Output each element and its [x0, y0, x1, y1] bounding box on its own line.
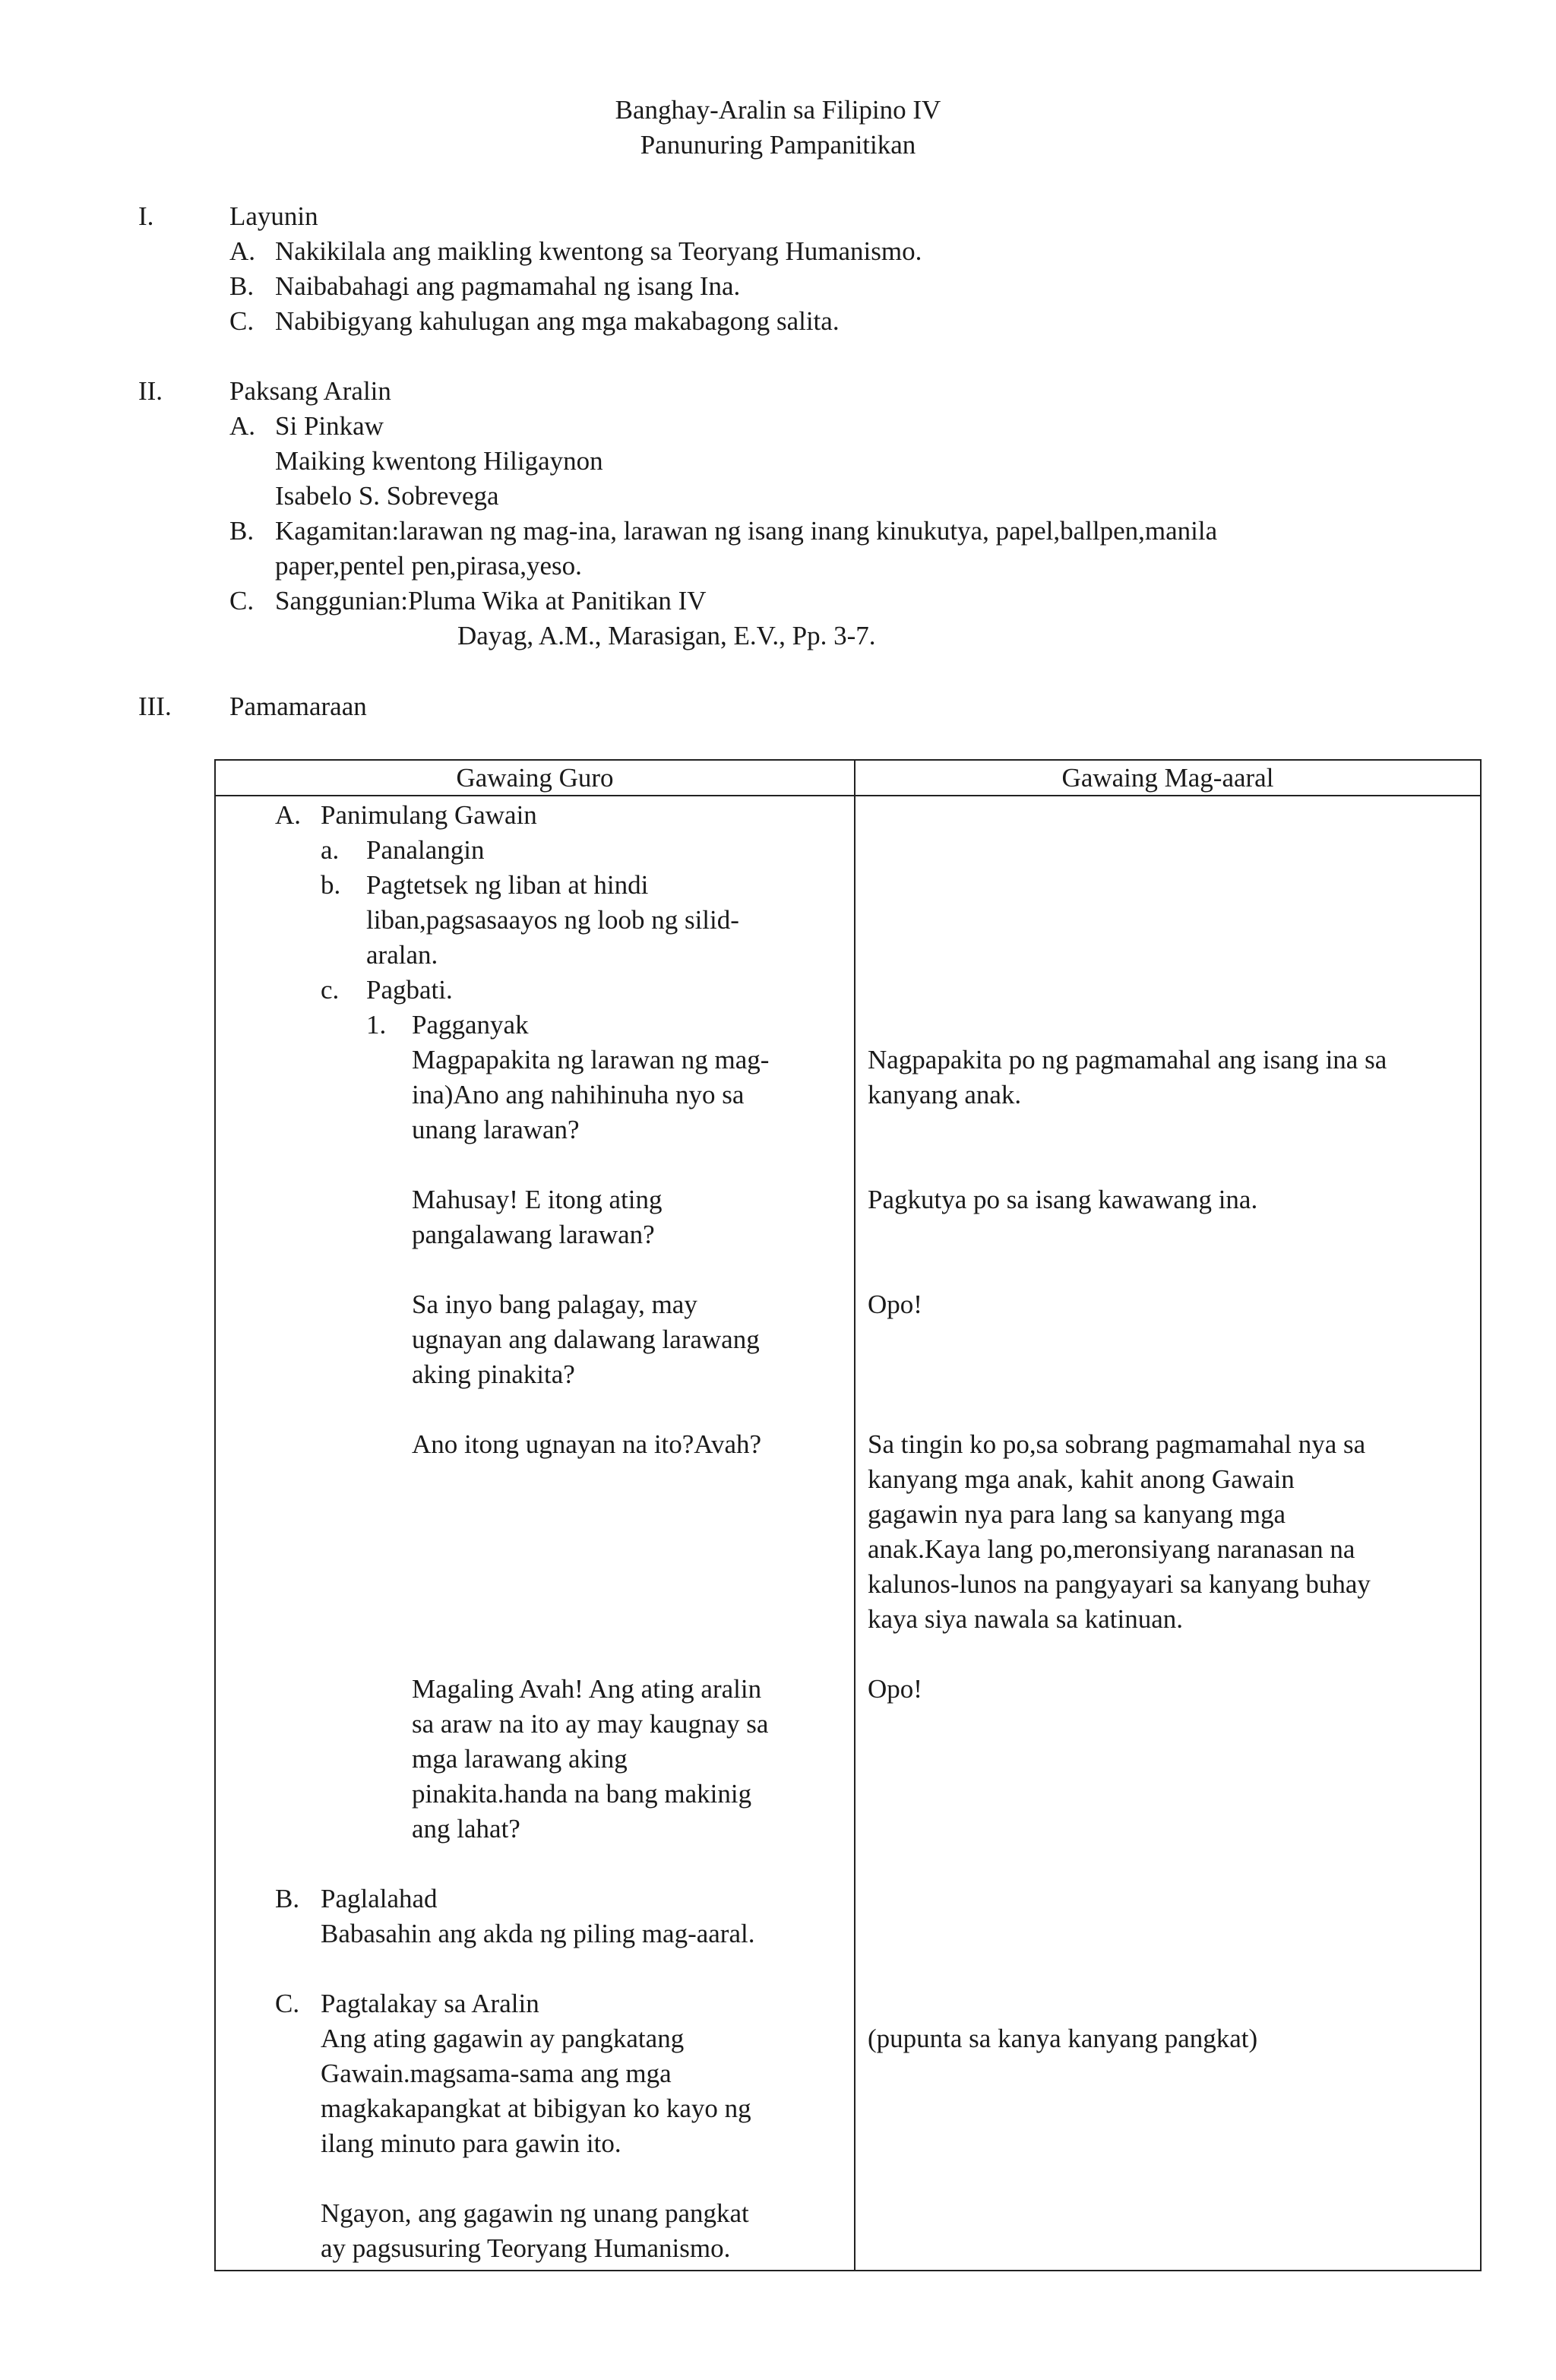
substep-c-text: Pagbati.	[366, 975, 453, 1005]
table-header-guro: Gawaing Guro	[456, 763, 614, 793]
table-header-magaaral: Gawaing Mag-aaral	[1061, 763, 1274, 793]
topic-a-line: Isabelo S. Sobrevega	[275, 481, 499, 511]
student-response-line: kanyang mga anak, kahit anong Gawain	[868, 1464, 1295, 1494]
teacher-prompt-line: ina)Ano ang nahihinuha nyo sa	[412, 1080, 745, 1109]
step-a-label: Panimulang Gawain	[321, 800, 537, 830]
topic-c-mark: C.	[229, 586, 255, 616]
teacher-prompt-line: sa araw na ito ay may kaugnay sa	[412, 1709, 769, 1739]
student-response-line: Opo!	[868, 1290, 922, 1319]
step-c-line: Ang ating gagawin ay pangkatang	[321, 2024, 685, 2053]
teacher-prompt-line: Ano itong ugnayan na ito?Avah?	[412, 1429, 762, 1459]
teacher-prompt-line: Mahusay! E itong ating	[412, 1185, 663, 1214]
topic-a-mark: A.	[229, 411, 256, 441]
teacher-prompt-line: Magpapakita ng larawan ng mag-	[412, 1045, 770, 1074]
teacher-prompt-line: Magaling Avah! Ang ating aralin	[412, 1674, 762, 1704]
section-ii-numeral: II.	[138, 376, 163, 406]
substep-b-mark: b.	[321, 870, 341, 900]
student-response-line: Nagpapakita po ng pagmamahal ang isang ina sa	[868, 1045, 1387, 1074]
step-b-line: Paglalahad	[321, 1884, 438, 1913]
step-c-line: Gawain.magsama-sama ang mga	[321, 2059, 672, 2088]
topic-b-mark: B.	[229, 516, 255, 546]
section-i-numeral: I.	[138, 201, 154, 231]
student-response-line: kalunos-lunos na pangyayari sa kanyang buhay	[868, 1569, 1371, 1599]
teacher-prompt-line: mga larawang aking	[412, 1744, 628, 1774]
table-column-divider	[854, 759, 855, 2271]
step-c-line: Pagtalakay sa Aralin	[321, 1989, 539, 2018]
objective-a-text: Nakikilala ang maikling kwentong sa Teoryang Humanismo.	[275, 236, 922, 266]
teacher-prompt-line: aking pinakita?	[412, 1359, 575, 1389]
objective-a-mark: A.	[229, 236, 256, 266]
substep-a-text: Panalangin	[366, 835, 485, 865]
student-response-line: Opo!	[868, 1674, 922, 1704]
teacher-prompt-line: ang lahat?	[412, 1814, 520, 1844]
step-b-mark: B.	[275, 1884, 300, 1913]
step-c-line: magkakapangkat at bibigyan ko kayo ng	[321, 2094, 751, 2123]
step-a-mark: A.	[275, 800, 302, 830]
section-iii-heading: Pamamaraan	[229, 692, 367, 721]
objective-c-mark: C.	[229, 306, 255, 336]
objective-b-mark: B.	[229, 271, 255, 301]
step-c-line: ay pagsusuring Teoryang Humanismo.	[321, 2233, 731, 2263]
topic-b-line: paper,pentel pen,pirasa,yeso.	[275, 551, 582, 581]
objective-c-text: Nabibigyang kahulugan ang mga makabagong salita.	[275, 306, 840, 336]
student-response-line: gagawin nya para lang sa kanyang mga	[868, 1499, 1286, 1529]
item-1-mark: 1.	[366, 1010, 387, 1040]
substep-a-mark: a.	[321, 835, 340, 865]
topic-a-line: Maiking kwentong Hiligaynon	[275, 446, 603, 476]
topic-c-line: Dayag, A.M., Marasigan, E.V., Pp. 3-7.	[457, 621, 876, 650]
student-response-line: Sa tingin ko po,sa sobrang pagmamahal nya sa	[868, 1429, 1366, 1459]
step-c-line: ilang minuto para gawin ito.	[321, 2128, 621, 2158]
step-c-line: Ngayon, ang gagawin ng unang pangkat	[321, 2198, 749, 2228]
student-response-line: kaya siya nawala sa katinuan.	[868, 1604, 1183, 1634]
section-ii-heading: Paksang Aralin	[229, 376, 391, 406]
teacher-prompt-line: Sa inyo bang palagay, may	[412, 1290, 697, 1319]
teacher-prompt-line: ugnayan ang dalawang larawang	[412, 1325, 760, 1354]
item-1-label: Pagganyak	[412, 1010, 529, 1040]
student-response-line: anak.Kaya lang po,meronsiyang naranasan na	[868, 1534, 1355, 1564]
substep-c-mark: c.	[321, 975, 340, 1005]
step-b-line: Babasahin ang akda ng piling mag-aaral.	[321, 1919, 755, 1948]
student-response-line: (pupunta sa kanya kanyang pangkat)	[868, 2024, 1258, 2053]
substep-b-line: liban,pagsasaayos ng loob ng silid-	[366, 905, 739, 935]
section-i-heading: Layunin	[229, 201, 318, 231]
topic-c-line: Sanggunian:Pluma Wika at Panitikan IV	[275, 586, 707, 616]
student-response-line: kanyang anak.	[868, 1080, 1022, 1109]
objective-b-text: Naibabahagi ang pagmamahal ng isang Ina.	[275, 271, 741, 301]
step-c-mark: C.	[275, 1989, 300, 2018]
topic-b-line: Kagamitan:larawan ng mag-ina, larawan ng isang inang kinukutya, papel,ballpen,manila	[275, 516, 1218, 546]
substep-b-line: aralan.	[366, 940, 438, 970]
teacher-prompt-line: unang larawan?	[412, 1115, 580, 1144]
substep-b-line: Pagtetsek ng liban at hindi	[366, 870, 649, 900]
teacher-prompt-line: pinakita.handa na bang makinig	[412, 1779, 752, 1809]
teacher-prompt-line: pangalawang larawan?	[412, 1220, 655, 1249]
topic-a-line: Si Pinkaw	[275, 411, 384, 441]
document-subtitle: Panunuring Pampanitikan	[640, 130, 916, 160]
section-iii-numeral: III.	[138, 692, 172, 721]
document-title: Banghay-Aralin sa Filipino IV	[615, 95, 941, 125]
student-response-line: Pagkutya po sa isang kawawang ina.	[868, 1185, 1258, 1214]
